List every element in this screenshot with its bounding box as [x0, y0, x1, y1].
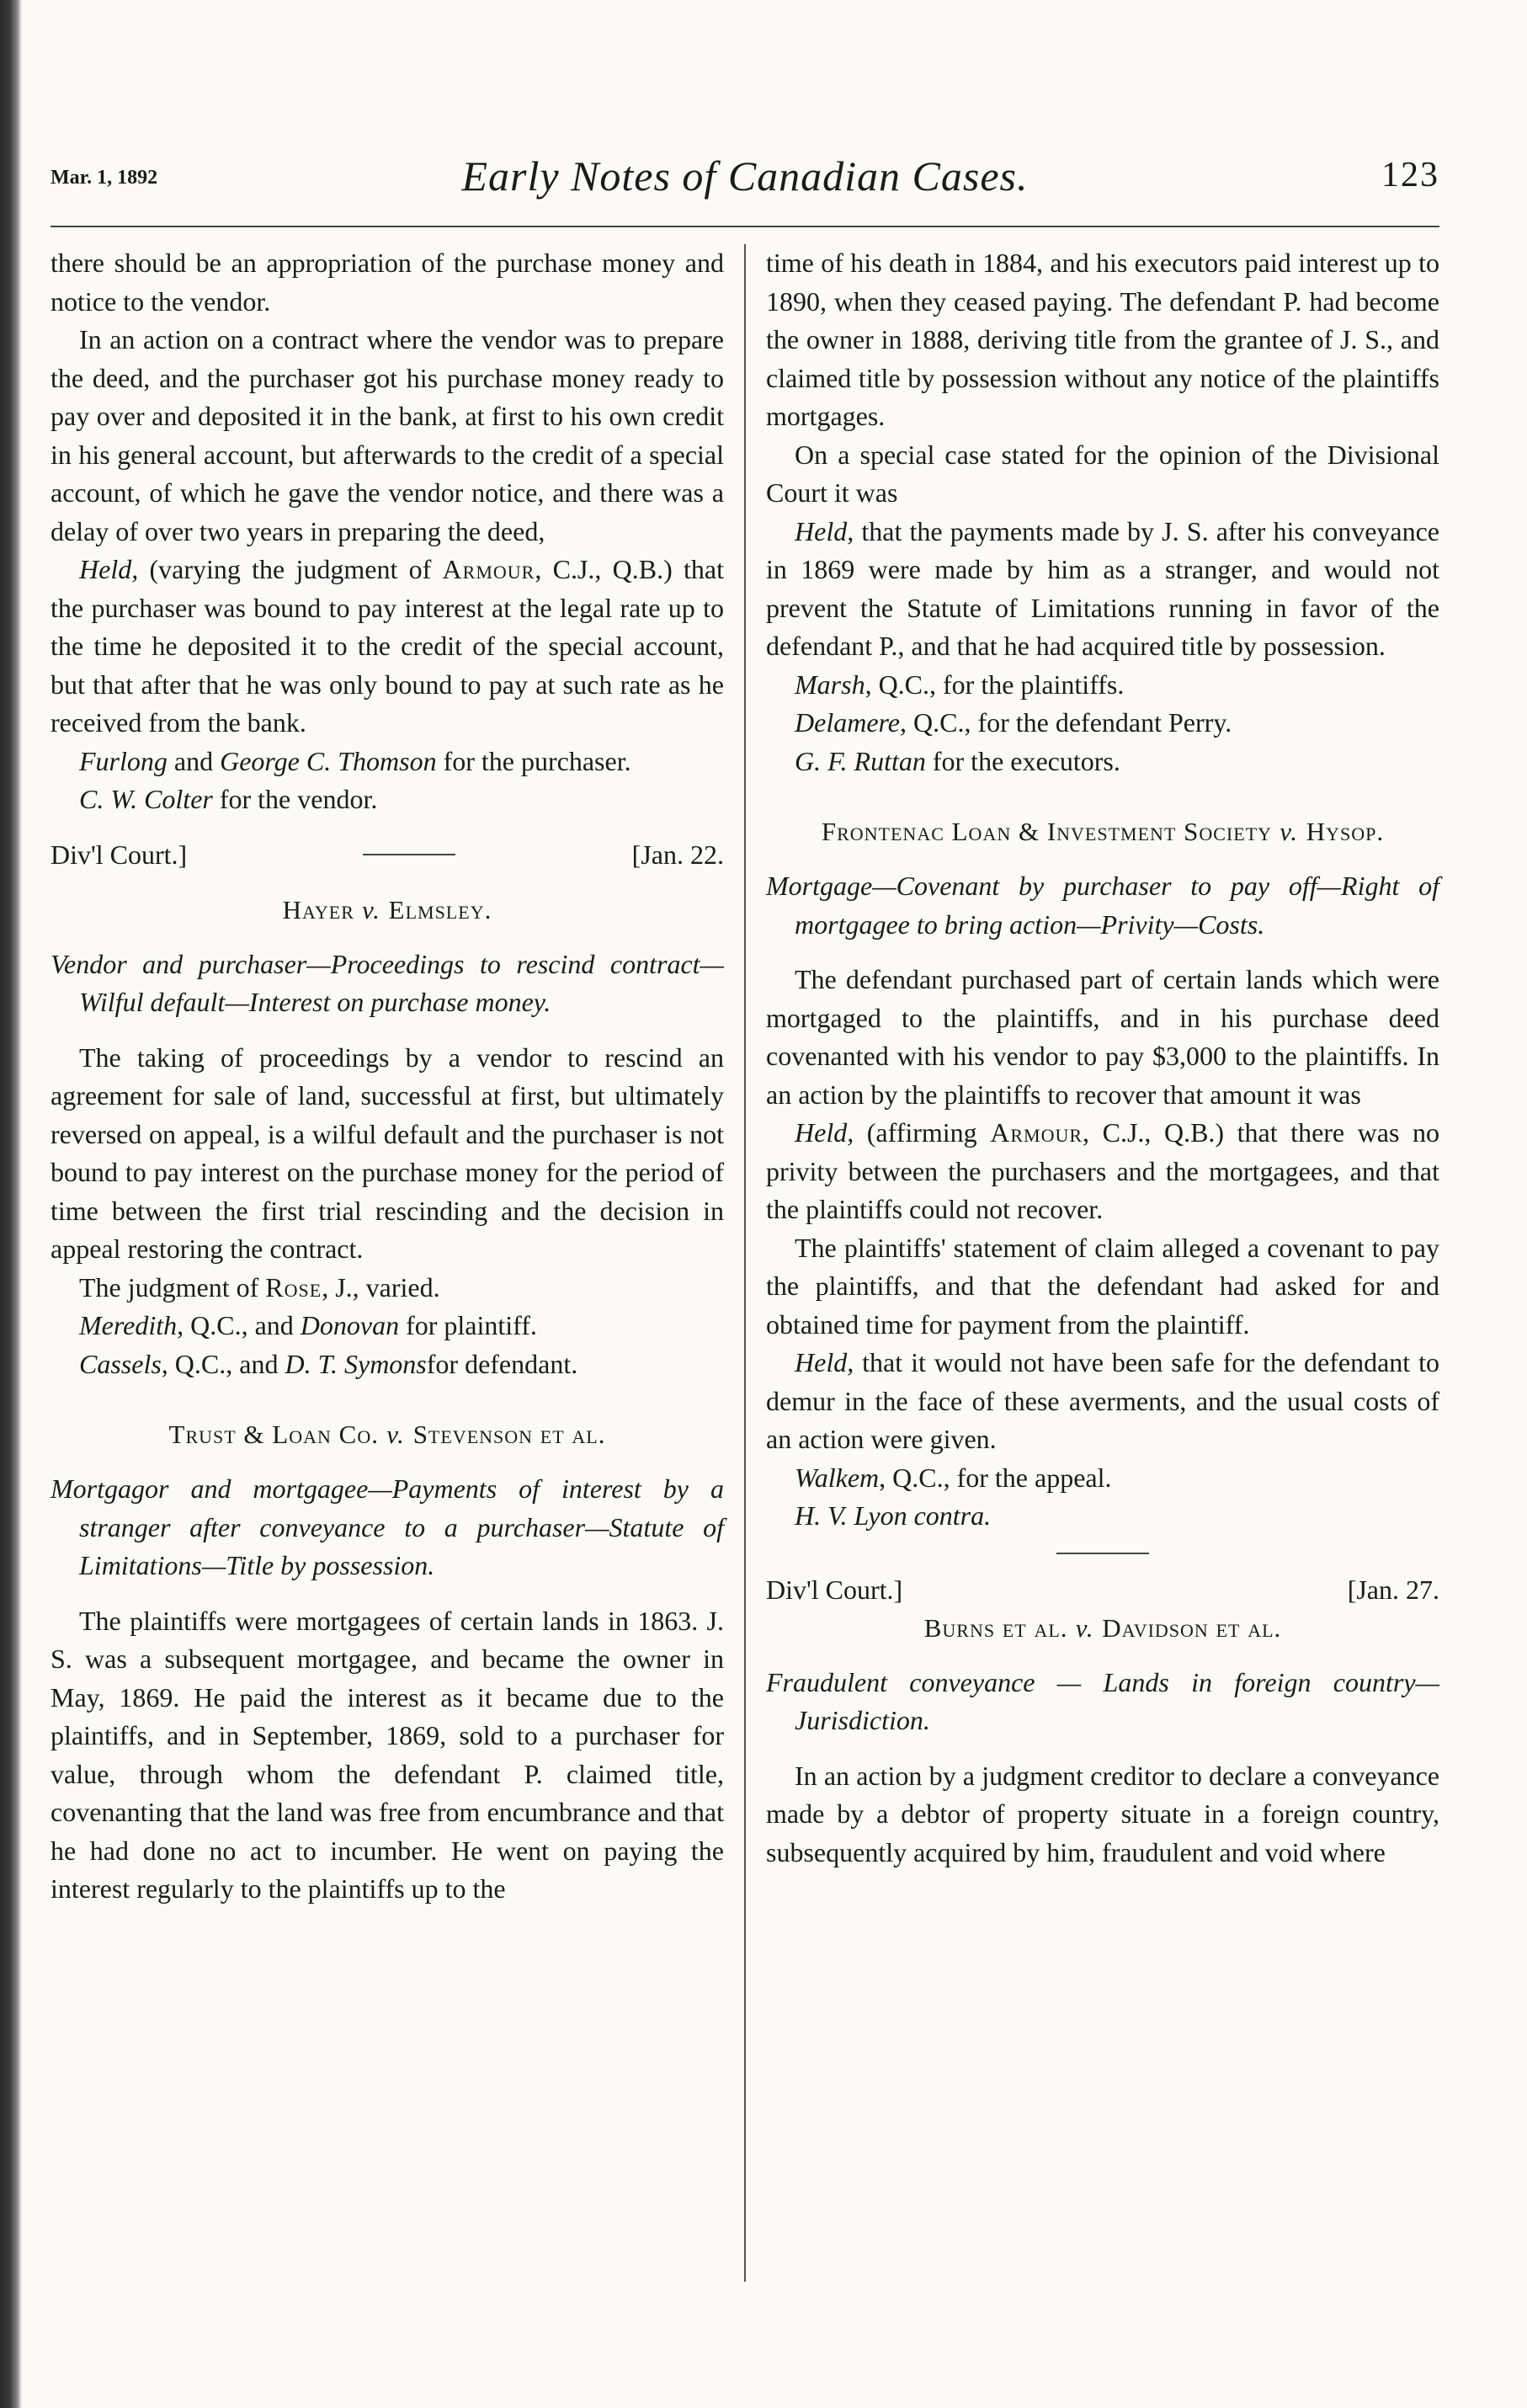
court-date: [Jan. 22. — [631, 839, 724, 870]
counsel-line: G. F. Ruttan for the executors. — [795, 745, 1120, 776]
held-label: Held, — [79, 554, 139, 584]
held-paragraph: Held, that the payments made by J. S. after his conveyance in 1869 were made by him as a stranger, and would not prevent the Statute of Limitations running in favor of the defendant P., and that he had acquired title by possession. — [766, 515, 1439, 661]
counsel-line: Marsh, Q.C., for the plaintiffs. — [795, 669, 1125, 700]
counsel-line: Cassels, Q.C., and D. T. Symonsfor defendant. — [79, 1348, 578, 1379]
case-title: Trust & Loan Co. v. Stevenson et al. — [168, 1420, 606, 1449]
counsel-line: C. W. Colter for the vendor. — [79, 784, 378, 814]
header-rule — [51, 226, 1439, 227]
column-divider — [744, 244, 746, 2282]
counsel-line: H. V. Lyon contra. — [795, 1500, 992, 1531]
paragraph: time of his death in 1884, and his executors paid interest up to 1890, when they ceased paying. The defendant P. had become the owner in 1888, deriving title from the grantee of J. S., and claimed title by possession without any notice of the plaintiffs mortgages. — [766, 248, 1439, 431]
paragraph: The taking of proceedings by a vendor to rescind an agreement for sale of land, successful at first, but ultimately reversed on appeal, is a wilful default and the purchaser is not bound to pay interest on the purchase money for the period of time between the first trial rescinding and the decision in appeal restoring the contract. — [51, 1042, 724, 1264]
header-date: Mar. 1, 1892 — [51, 167, 158, 189]
book-binding-shadow — [0, 0, 22, 2408]
court-date: [Jan. 27. — [1347, 1574, 1439, 1605]
page-header — [51, 152, 1439, 219]
page-number: 123 — [1381, 156, 1439, 194]
left-column — [51, 244, 724, 1909]
paragraph: The plaintiffs' statement of claim alleged a covenant to pay the plaintiffs, and that the defendant had asked for and obtained time for payment from the plaintiff. — [766, 1232, 1439, 1340]
held-label: Held, — [795, 515, 854, 546]
counsel-line: Walkem, Q.C., for the appeal. — [795, 1462, 1112, 1493]
court-name: Div'l Court.] — [51, 839, 188, 870]
paragraph: In an action by a judgment creditor to declare a conveyance made by a debtor of property situate in a foreign country, subsequently acquired by him, fraudulent and void where — [766, 1760, 1439, 1867]
headnote: Mortgagor and mortgagee—Payments of interest by a stranger after conveyance to a purchaser—Statute of Limitations—Title by possession. — [51, 1473, 724, 1580]
held-label: Held, — [795, 1347, 854, 1377]
right-column — [766, 244, 1439, 1872]
headnote: Fraudulent conveyance — Lands in foreign country—Jurisdiction. — [766, 1666, 1439, 1735]
judge-name: Rose — [265, 1271, 322, 1303]
headnote: Mortgage—Covenant by purchaser to pay off—Right of mortgagee to bring action—Privity—Costs. — [766, 871, 1439, 940]
case-title: Frontenac Loan & Investment Society v. Hysop. — [821, 817, 1385, 846]
held-label: Held, — [795, 1117, 854, 1148]
judge-name: Armour — [990, 1117, 1083, 1148]
case-title: Burns et al. v. Davidson et al. — [923, 1612, 1282, 1643]
counsel-line: Delamere, Q.C., for the defendant Perry. — [795, 707, 1232, 738]
paragraph: The plaintiffs were mortgagees of certain lands in 1863. J. S. was a subsequent mortgagee, and became the owner in May, 1869. He paid the interest as it became due to the plaintiffs, and in September, 1869, sold to a purchaser for value, through whom the defendant P. claimed title, covenanting that the land was free from encumbrance and that he had done no act to incumber. He went on paying the interest regularly to the plaintiffs up to the — [51, 1605, 724, 1904]
held-paragraph: Held, (varying the judgment of Armour, C.J., Q.B.) that the purchaser was bound to pay interest at the legal rate up to the time he deposited it to the credit of the special account, but that after that he was only bound to pay at such rate as he received from the bank. — [51, 554, 725, 738]
headnote: Vendor and purchaser—Proceedings to rescind contract—Wilful default—Interest on purchase money. — [51, 948, 724, 1017]
counsel-line: Meredith, Q.C., and Donovan for plaintiff. — [79, 1310, 537, 1340]
paragraph: there should be an appropriation of the purchase money and notice to the vendor. — [51, 248, 724, 317]
paragraph: On a special case stated for the opinion of the Divisional Court it was — [766, 439, 1439, 508]
counsel-line: Furlong and George C. Thomson for the purchaser. — [79, 745, 631, 776]
header-title: Early Notes of Canadian Cases. — [461, 152, 1029, 200]
judge-name: Armour — [442, 554, 535, 584]
case-title: Hayer v. Elmsley. — [282, 894, 492, 924]
court-date-line — [766, 1571, 1439, 1609]
paragraph: In an action on a contract where the vendor was to prepare the deed, and the purchaser got his purchase money ready to pay over and deposited it in the bank, at first to his own credit in his general account, but afterwards to the credit of a special account, of which he gave the vendor notice, and there was a delay of over two years in preparing the deed, — [51, 324, 724, 546]
court-date-line — [51, 836, 724, 874]
court-name: Div'l Court.] — [766, 1574, 903, 1605]
paragraph: The judgment of Rose, J., varied. — [79, 1271, 440, 1303]
paragraph: The defendant purchased part of certain lands which were mortgaged to the plaintiffs, and in his purchase deed covenanted with his vendor to pay $3,000 to the plaintiffs. In an action by the plaintiffs to recover that amount it was — [766, 964, 1439, 1110]
section-rule — [363, 854, 455, 855]
held-paragraph: Held, (affirming Armour, C.J., Q.B.) that there was no privity between the purchasers and the mortgagees, and that the plaintiffs could not recover. — [766, 1117, 1440, 1224]
held-paragraph: Held, that it would not have been safe for the defendant to demur in the face of these averments, and the usual costs of an action were given. — [766, 1347, 1439, 1454]
